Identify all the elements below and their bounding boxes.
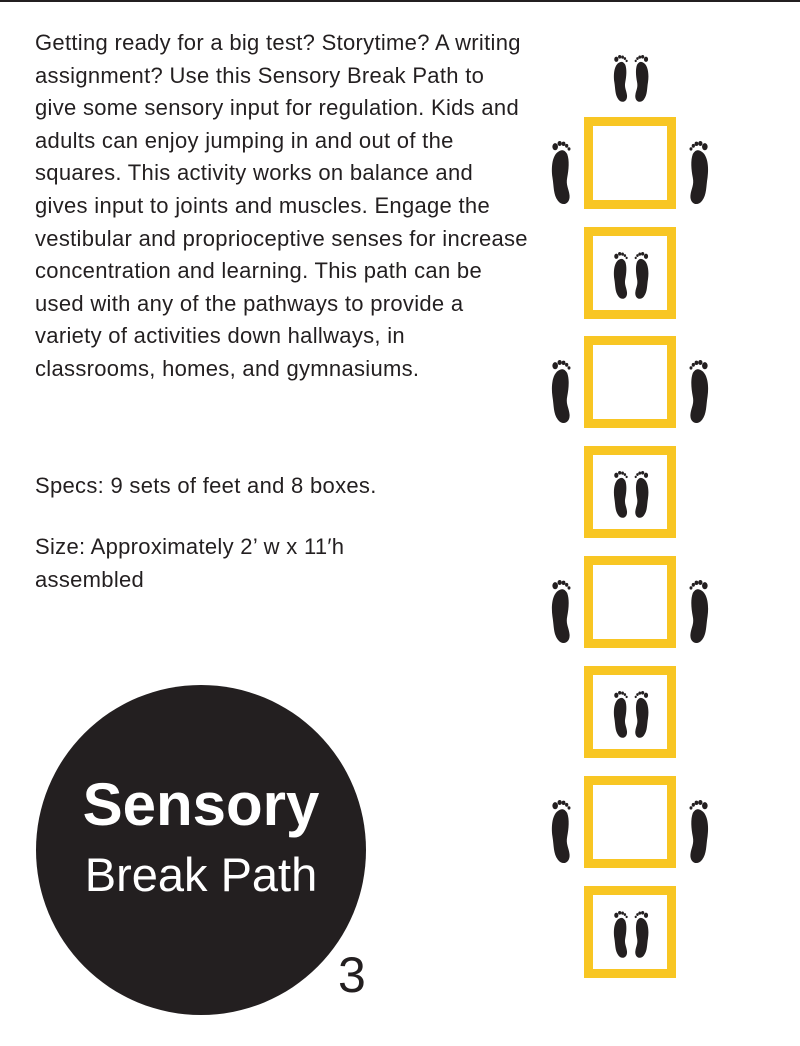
footprint-icon (612, 52, 629, 104)
hop-box (584, 776, 676, 868)
footprint-icon (686, 356, 712, 426)
hop-box (584, 117, 676, 209)
footprint-icon (633, 468, 650, 520)
hop-box (584, 446, 676, 538)
footprint-icon (548, 796, 574, 866)
hop-box (584, 227, 676, 319)
footprint-icon (612, 468, 629, 520)
footprint-icon (612, 688, 629, 740)
footprint-icon (548, 137, 574, 207)
hop-box (584, 336, 676, 428)
hop-box (584, 666, 676, 758)
hop-box (584, 556, 676, 648)
page-number: 3 (338, 947, 366, 1003)
size-text: Size: Approximately 2’ w x 11′h assembled (35, 534, 345, 592)
footprint-icon (548, 576, 574, 646)
footprint-icon (633, 249, 650, 301)
footprint-icon (612, 249, 629, 301)
footprint-icon (686, 576, 712, 646)
footprint-icon (633, 688, 650, 740)
specs-text: Specs: 9 sets of feet and 8 boxes. (35, 473, 377, 498)
footprint-icon (633, 908, 650, 960)
footprint-icon (548, 356, 574, 426)
description-text: Getting ready for a big test? Storytime? A writing assignment? Use this Sensory Break Path to give some sensory input for regulation. Kids and adults can enjoy jumping in and out of the squares. This activity works on balance and gives input to joints and muscles. Engage the vestibular and proprioceptive senses for increase concentration and learning. This path can be used with any of the pathways to provide a variety of activities down hallways, in classrooms, homes, and gymnasiums. (35, 30, 528, 381)
hop-box (584, 886, 676, 978)
footprint-icon (633, 52, 650, 104)
footprint-icon (612, 908, 629, 960)
footprint-icon (686, 137, 712, 207)
footprint-icon (686, 796, 712, 866)
badge-title: Sensory (82, 771, 320, 838)
badge-subtitle: Break Path (84, 848, 318, 901)
